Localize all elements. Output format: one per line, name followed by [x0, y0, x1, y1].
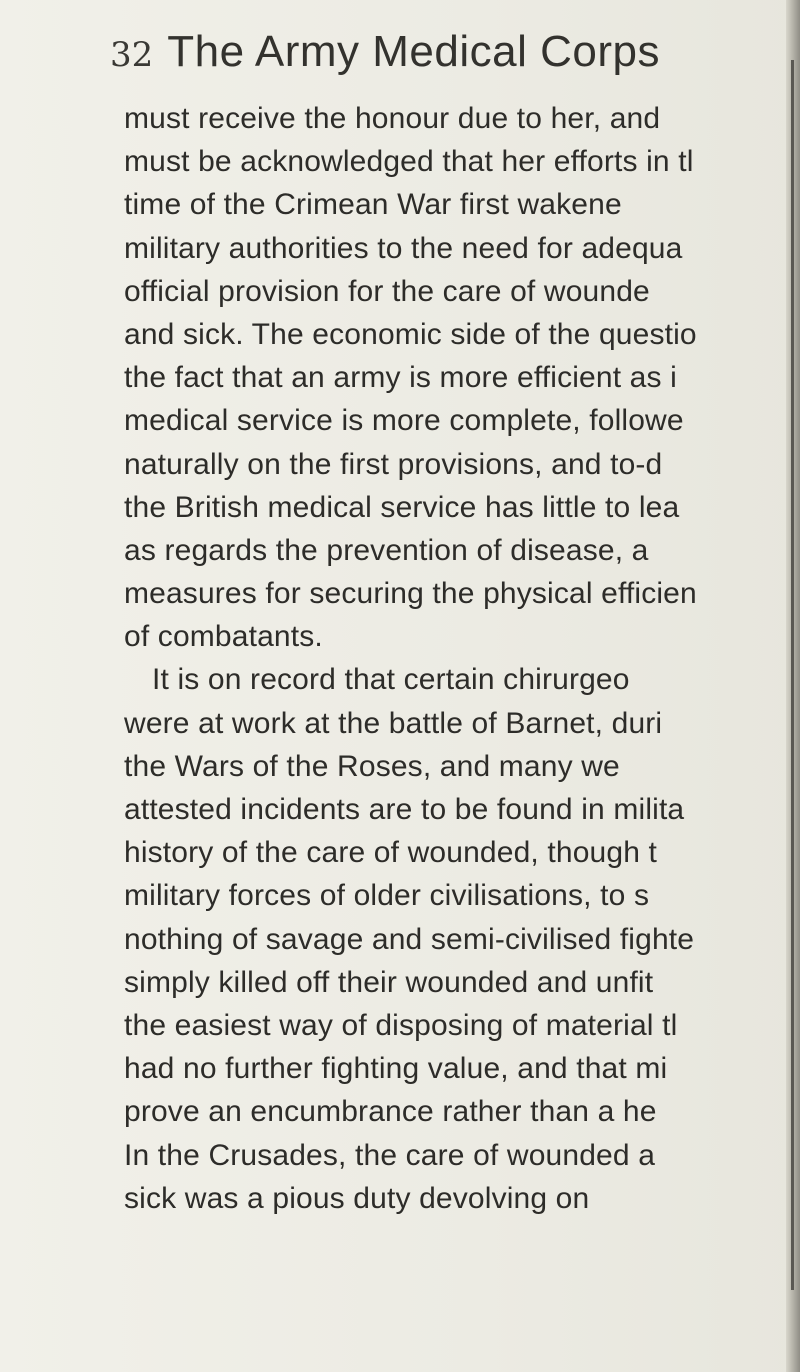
running-title: The Army Medical Corps	[167, 27, 660, 76]
text-line: military forces of older civilisations, to s	[124, 879, 650, 913]
text-line: military authorities to the need for adequa	[124, 231, 683, 265]
paragraph-start-line: It is on record that certain chirurgeo	[152, 663, 630, 697]
text-line: attested incidents are to be found in milita	[124, 793, 685, 826]
text-line: the British medical service has little to lea	[124, 490, 680, 524]
text-line: In the Crusades, the care of wounded a	[124, 1138, 656, 1172]
text-line: naturally on the first provisions, and to-d	[124, 447, 663, 481]
text-line: measures for securing the physical efficien	[124, 577, 697, 611]
text-line: nothing of savage and semi-civilised fighte	[124, 922, 695, 956]
text-line: simply killed off their wounded and unfit	[124, 965, 654, 999]
text-line: prove an encumbrance rather than a he	[124, 1095, 657, 1129]
text-line: were at work at the battle of Barnet, duri	[124, 706, 663, 740]
text-line: medical service is more complete, followe	[124, 404, 684, 438]
text-line: the easiest way of disposing of material tl	[124, 1008, 678, 1042]
text-line: must receive the honour due to her, and	[124, 102, 661, 135]
body-text	[124, 97, 800, 1220]
text-line: history of the care of wounded, though t	[124, 836, 658, 870]
page-number: 32	[110, 35, 154, 75]
text-line: sick was a pious duty devolving on	[124, 1181, 590, 1215]
text-line: the fact that an army is more efficient as i	[124, 361, 677, 395]
text-line: the Wars of the Roses, and many we	[124, 749, 620, 783]
text-line: time of the Crimean War first wakene	[124, 188, 622, 222]
text-line: official provision for the care of wounde	[124, 274, 650, 308]
book-spine-edge	[791, 60, 794, 1290]
text-line: and sick. The economic side of the questio	[124, 317, 697, 351]
text-line: had no further fighting value, and that mi	[124, 1052, 668, 1086]
text-line: as regards the prevention of disease, a	[124, 533, 649, 567]
running-head	[110, 27, 660, 76]
text-line: must be acknowledged that her efforts in tl	[124, 145, 694, 179]
text-line: of combatants.	[124, 620, 323, 654]
